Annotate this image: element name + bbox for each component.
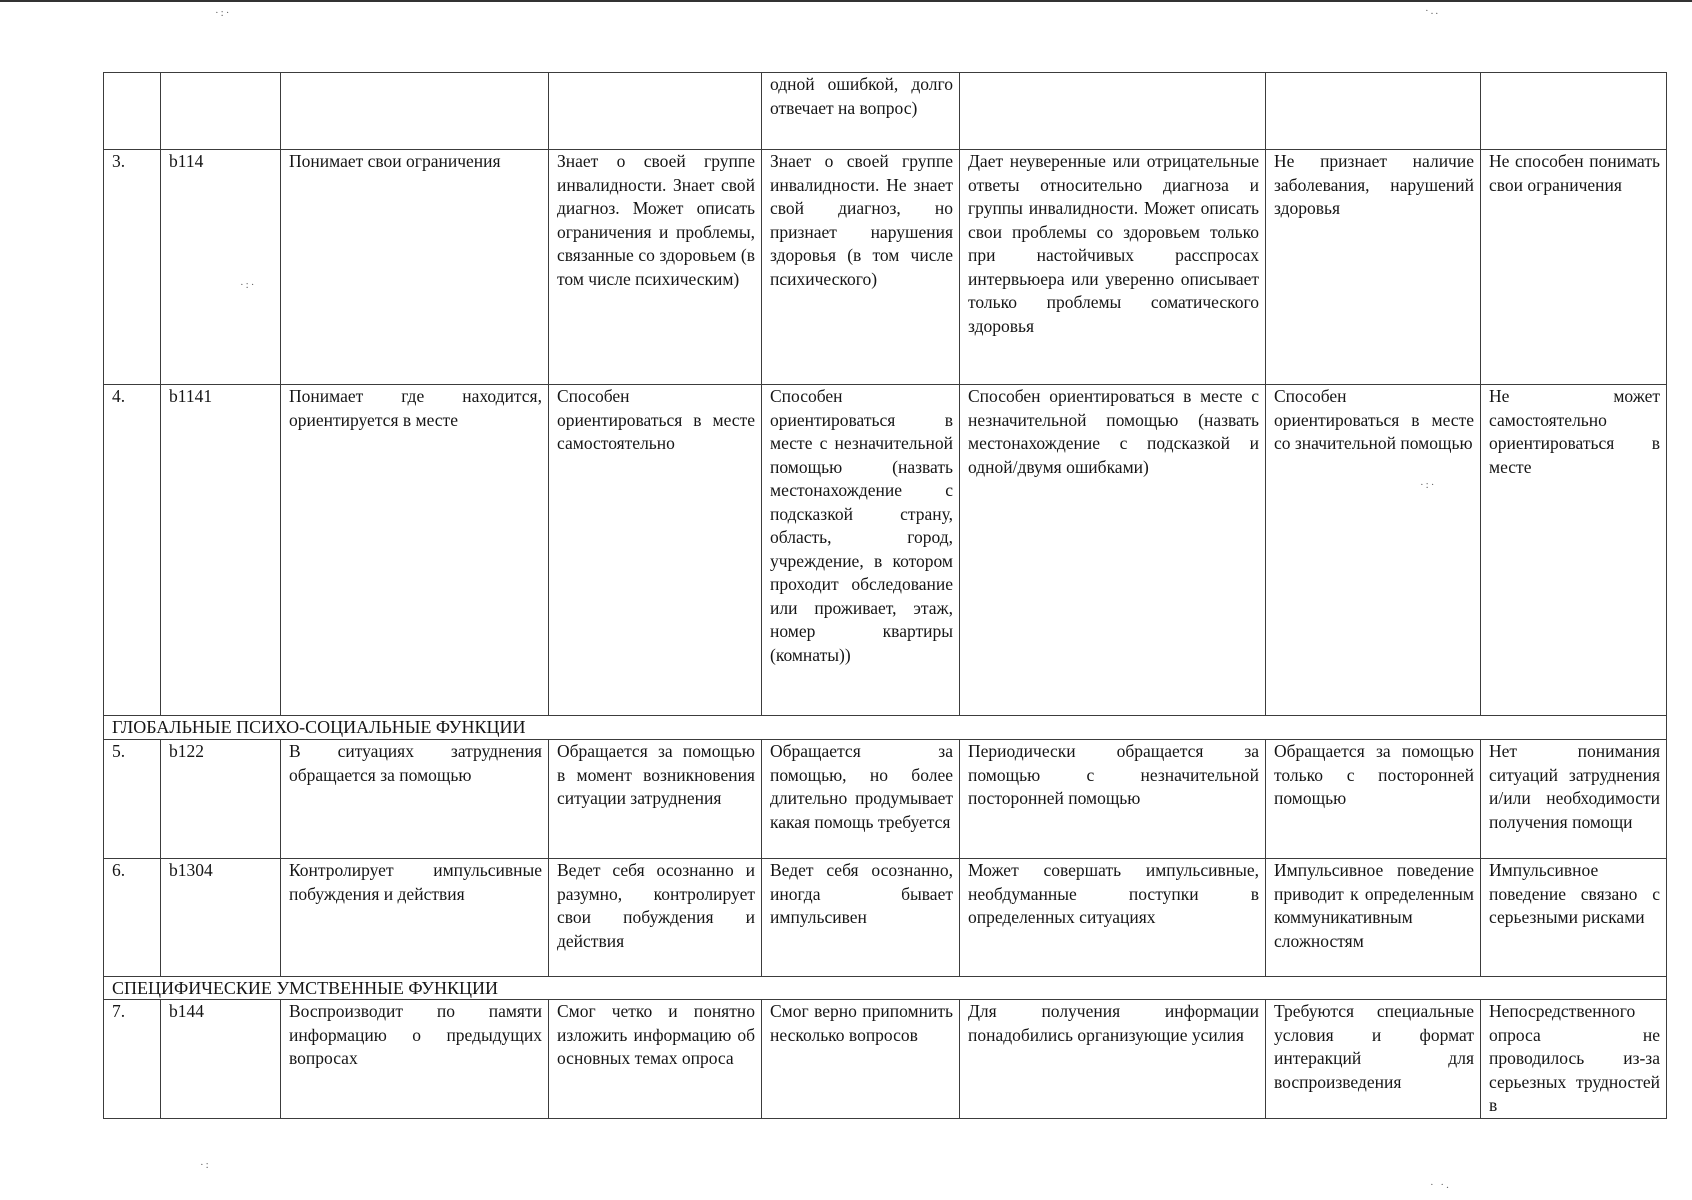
level-1-cell: одной ошибкой, долго отвечает на вопрос) xyxy=(762,73,960,150)
table-row xyxy=(104,150,1667,385)
function-code: b114 xyxy=(161,150,281,385)
row-number: 6. xyxy=(104,859,161,977)
row-number: 4. xyxy=(104,385,161,716)
level-4-cell: Импульсивное поведение связано с серьезными рисками xyxy=(1481,859,1667,977)
table-row xyxy=(104,73,1667,150)
row-number xyxy=(104,73,161,150)
scan-noise: ·: xyxy=(200,1159,211,1171)
level-0-cell: Смог четко и понятно изложить информацию об основных темах опроса xyxy=(549,1000,762,1119)
scan-noise: ·:· xyxy=(215,7,232,19)
level-0-cell xyxy=(549,73,762,150)
section-header-row xyxy=(104,977,1667,1000)
function-code xyxy=(161,73,281,150)
scan-top-edge xyxy=(0,0,1692,2)
row-number: 3. xyxy=(104,150,161,385)
function-description: Воспроизводит по памяти информацию о предыдущих вопросах xyxy=(281,1000,549,1119)
assessment-table xyxy=(103,72,1667,1119)
function-description: В ситуациях затруднения обращается за помощью xyxy=(281,740,549,859)
level-3-cell: Не признает наличие заболевания, нарушений здоровья xyxy=(1266,150,1481,385)
level-4-cell xyxy=(1481,73,1667,150)
scan-noise: ·.. xyxy=(1425,5,1441,17)
level-2-cell: Периодически обращается за помощью с незначительной посторонней помощью xyxy=(960,740,1266,859)
row-number: 5. xyxy=(104,740,161,859)
table-row xyxy=(104,740,1667,859)
function-description xyxy=(281,73,549,150)
level-2-cell: Для получения информации понадобились организующие усилия xyxy=(960,1000,1266,1119)
level-4-cell: Непосредственного опроса не проводилось из-за серьезных трудностей в xyxy=(1481,1000,1667,1119)
level-3-cell xyxy=(1266,73,1481,150)
level-0-cell: Способен ориентироваться в месте самостоятельно xyxy=(549,385,762,716)
level-3-cell: Импульсивное поведение приводит к определенным коммуникативным сложностям xyxy=(1266,859,1481,977)
level-1-cell: Смог верно припомнить несколько вопросов xyxy=(762,1000,960,1119)
function-description: Контролирует импульсивные побуждения и действия xyxy=(281,859,549,977)
level-0-cell: Знает о своей группе инвалидности. Знает свой диагноз. Может описать ограничения и проблемы, связанные со здоровьем (в том числе психическим) xyxy=(549,150,762,385)
function-description: Понимает где находится, ориентируется в месте xyxy=(281,385,549,716)
function-code: b122 xyxy=(161,740,281,859)
level-3-cell: Способен ориентироваться в месте со значительной помощью xyxy=(1266,385,1481,716)
level-4-cell: Не способен понимать свои ограничения xyxy=(1481,150,1667,385)
scan-noise: ·:· xyxy=(240,279,257,291)
level-4-cell: Нет понимания ситуаций затруднения и/или необходимости получения помощи xyxy=(1481,740,1667,859)
table-row xyxy=(104,859,1667,977)
function-code: b1304 xyxy=(161,859,281,977)
function-description: Понимает свои ограничения xyxy=(281,150,549,385)
scan-noise: · ·. xyxy=(1430,1179,1451,1191)
function-code: b1141 xyxy=(161,385,281,716)
level-3-cell: Обращается за помощью только с посторонней помощью xyxy=(1266,740,1481,859)
row-number: 7. xyxy=(104,1000,161,1119)
level-1-cell: Обращается за помощью, но более длительно продумывает какая помощь требуется xyxy=(762,740,960,859)
section-title-specific-mental: СПЕЦИФИЧЕСКИЕ УМСТВЕННЫЕ ФУНКЦИИ xyxy=(104,977,1667,1000)
level-1-cell: Знает о своей группе инвалидности. Не знает свой диагноз, но признает нарушения здоровья (в том числе психического) xyxy=(762,150,960,385)
section-header-row xyxy=(104,716,1667,740)
level-0-cell: Ведет себя осознанно и разумно, контролирует свои побуждения и действия xyxy=(549,859,762,977)
level-2-cell: Может совершать импульсивные, необдуманные поступки в определенных ситуациях xyxy=(960,859,1266,977)
level-4-cell: Не может самостоятельно ориентироваться в месте xyxy=(1481,385,1667,716)
section-title-global-psychosocial: ГЛОБАЛЬНЫЕ ПСИХО-СОЦИАЛЬНЫЕ ФУНКЦИИ xyxy=(104,716,1667,740)
level-2-cell: Дает неуверенные или отрицательные ответы относительно диагноза и группы инвалидности. Может описать свои проблемы со здоровьем только при настойчивых расспросах интервьюера или уверенно описывает только проблемы соматического здоровья xyxy=(960,150,1266,385)
level-1-cell: Ведет себя осознанно, иногда бывает импульсивен xyxy=(762,859,960,977)
level-0-cell: Обращается за помощью в момент возникновения ситуации затруднения xyxy=(549,740,762,859)
table-row xyxy=(104,1000,1667,1119)
level-1-cell: Способен ориентироваться в месте с незначительной помощью (назвать местонахождение с подсказкой страну, область, город, учреждение, в котором проходит обследование или проживает, этаж, номер квартиры (комнаты)) xyxy=(762,385,960,716)
level-2-cell xyxy=(960,73,1266,150)
scan-noise: ·:· xyxy=(1420,479,1437,491)
level-2-cell: Способен ориентироваться в месте с незначительной помощью (назвать местонахождение с подсказкой и одной/двумя ошибками) xyxy=(960,385,1266,716)
level-3-cell: Требуются специальные условия и формат интеракций для воспроизведения xyxy=(1266,1000,1481,1119)
function-code: b144 xyxy=(161,1000,281,1119)
table-row xyxy=(104,385,1667,716)
